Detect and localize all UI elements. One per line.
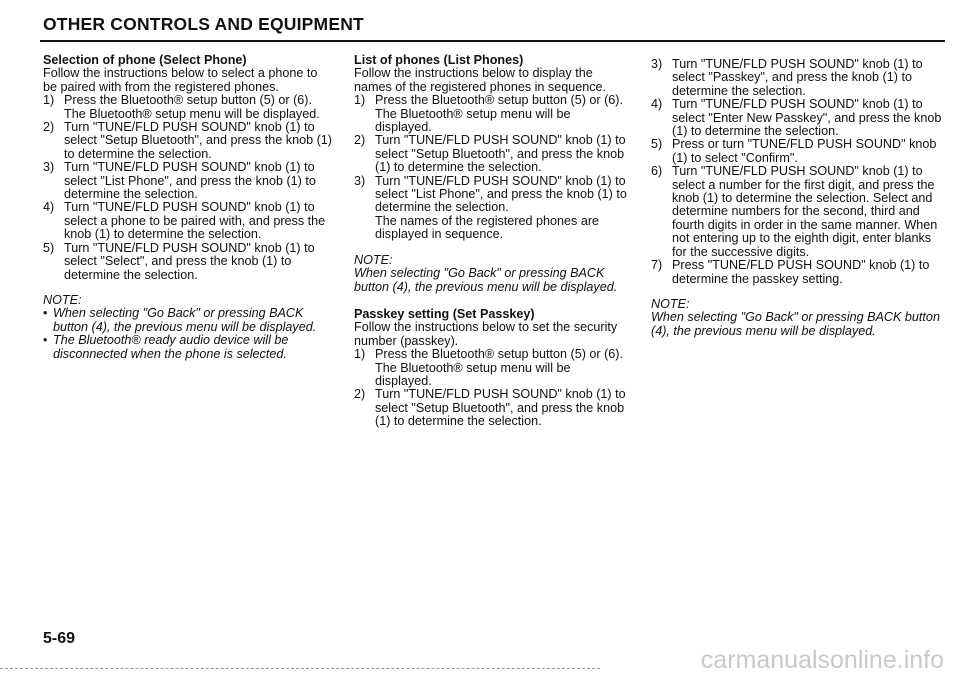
step-number: 2) xyxy=(354,133,366,148)
note-block xyxy=(651,298,943,338)
step-number: 1) xyxy=(354,93,366,108)
step-number: 7) xyxy=(651,258,663,273)
steps-list xyxy=(651,58,943,286)
step-item xyxy=(651,165,943,259)
note-item: • The Bluetooth® ready audio device will be disconnected when the phone is selected. xyxy=(43,334,333,361)
step-text: Turn "TUNE/FLD PUSH SOUND" knob (1) to select "Enter New Passkey", and press the knob (1) to determine the selection. xyxy=(672,97,942,139)
watermark: carmanualsonline.info xyxy=(700,646,944,674)
note-label: NOTE: xyxy=(43,292,82,307)
note-text: When selecting "Go Back" or pressing BACK button (4), the previous menu will be displayed. xyxy=(53,306,317,334)
page-number: 5-69 xyxy=(43,630,76,647)
step-item xyxy=(354,94,630,134)
passkey-section xyxy=(354,308,630,429)
step-extra: The Bluetooth® setup menu will be displayed. xyxy=(64,106,320,121)
note-item: • When selecting "Go Back" or pressing BACK button (4), the previous menu will be displayed. xyxy=(43,307,333,334)
steps-list xyxy=(354,348,630,428)
step-item xyxy=(43,94,333,121)
step-text: Turn "TUNE/FLD PUSH SOUND" knob (1) to select a number for the first digit, and press the knob (1) to determine the selection. Select and determine numbers for the second, third and fourth digits in order in the same manner. When not entering up to the eighth digit, enter blanks for the successive digits. xyxy=(672,164,938,259)
note-block xyxy=(43,294,333,361)
step-item xyxy=(354,134,630,174)
step-item xyxy=(651,259,943,286)
footer-divider xyxy=(0,668,600,670)
section-heading-list-phones: List of phones (List Phones) xyxy=(354,53,524,67)
step-number: 5) xyxy=(43,240,55,255)
step-text: Turn "TUNE/FLD PUSH SOUND" knob (1) to select "List Phone", and press the knob (1) to determine the selection. xyxy=(375,173,627,215)
step-item xyxy=(651,58,943,98)
step-item xyxy=(43,201,333,241)
step-number: 1) xyxy=(354,347,366,362)
step-number: 4) xyxy=(43,200,55,215)
step-item xyxy=(651,138,943,165)
step-item xyxy=(354,175,630,242)
step-number: 2) xyxy=(43,120,55,135)
step-number: 3) xyxy=(651,57,663,71)
step-item xyxy=(651,98,943,138)
section-heading-set-passkey: Passkey setting (Set Passkey) xyxy=(354,306,535,321)
step-text: Turn "TUNE/FLD PUSH SOUND" knob (1) to select a phone to be paired with, and press the knob (1) to determine the selection. xyxy=(64,200,326,242)
step-text: Press the Bluetooth® setup button (5) or (6). xyxy=(375,93,623,108)
steps-list xyxy=(354,94,630,241)
column-select-phone xyxy=(43,54,333,361)
step-text: Turn "TUNE/FLD PUSH SOUND" knob (1) to select "Setup Bluetooth", and press the knob (1) to determine the selection. xyxy=(375,387,626,429)
steps-list xyxy=(43,94,333,282)
step-number: 2) xyxy=(354,387,366,402)
section-heading-select-phone: Selection of phone (Select Phone) xyxy=(43,53,247,67)
column-list-phones xyxy=(354,54,630,429)
step-item xyxy=(354,388,630,428)
step-text: Turn "TUNE/FLD PUSH SOUND" knob (1) to select "Setup Bluetooth", and press the knob (1) to determine the selection. xyxy=(375,133,626,175)
header-divider xyxy=(40,40,945,42)
step-item xyxy=(43,121,333,161)
page-title: OTHER CONTROLS AND EQUIPMENT xyxy=(43,14,364,34)
step-number: 4) xyxy=(651,97,663,112)
step-item xyxy=(43,242,333,282)
step-text: Turn "TUNE/FLD PUSH SOUND" knob (1) to select "List Phone", and press the knob (1) to determine the selection. xyxy=(64,160,316,202)
section-intro: Follow the instructions below to display the names of the registered phones in sequence. xyxy=(354,66,607,94)
step-text: Press "TUNE/FLD PUSH SOUND" knob (1) to determine the passkey setting. xyxy=(672,258,930,286)
section-intro: Follow the instructions below to set the security number (passkey). xyxy=(354,320,618,348)
step-item xyxy=(354,348,630,388)
step-item xyxy=(43,161,333,201)
step-text: Press the Bluetooth® setup button (5) or (6). xyxy=(375,347,623,362)
note-label: NOTE: xyxy=(651,296,690,311)
note-list xyxy=(43,307,333,361)
step-text: Turn "TUNE/FLD PUSH SOUND" knob (1) to select "Passkey", and press the knob (1) to determine the selection. xyxy=(672,57,923,98)
step-number: 1) xyxy=(43,93,55,108)
step-number: 6) xyxy=(651,164,663,179)
step-text: Turn "TUNE/FLD PUSH SOUND" knob (1) to select "Select", and press the knob (1) to determine the selection. xyxy=(64,240,315,282)
note-block xyxy=(354,254,630,294)
step-text: Press the Bluetooth® setup button (5) or (6). xyxy=(64,93,312,108)
note-text: When selecting "Go Back" or pressing BACK button (4), the previous menu will be displayed. xyxy=(354,266,618,294)
step-number: 5) xyxy=(651,137,663,152)
step-extra: The Bluetooth® setup menu will be displayed. xyxy=(375,106,571,135)
note-text: When selecting "Go Back" or pressing BACK button (4), the previous menu will be displayed. xyxy=(651,310,940,338)
step-extra: The Bluetooth® setup menu will be displayed. xyxy=(375,360,571,388)
step-text: Press or turn "TUNE/FLD PUSH SOUND" knob (1) to select "Confirm". xyxy=(672,137,937,165)
step-number: 3) xyxy=(43,160,55,175)
section-intro: Follow the instructions below to select a phone to be paired with from the registered phones. xyxy=(43,66,318,94)
note-label: NOTE: xyxy=(354,252,393,267)
column-passkey-continued xyxy=(651,58,943,338)
step-number: 3) xyxy=(354,173,366,188)
step-text: Turn "TUNE/FLD PUSH SOUND" knob (1) to select "Setup Bluetooth", and press the knob (1) to determine the selection. xyxy=(64,120,332,161)
step-extra: The names of the registered phones are displayed in sequence. xyxy=(375,213,600,242)
note-text: The Bluetooth® ready audio device will be disconnected when the phone is selected. xyxy=(53,333,289,361)
